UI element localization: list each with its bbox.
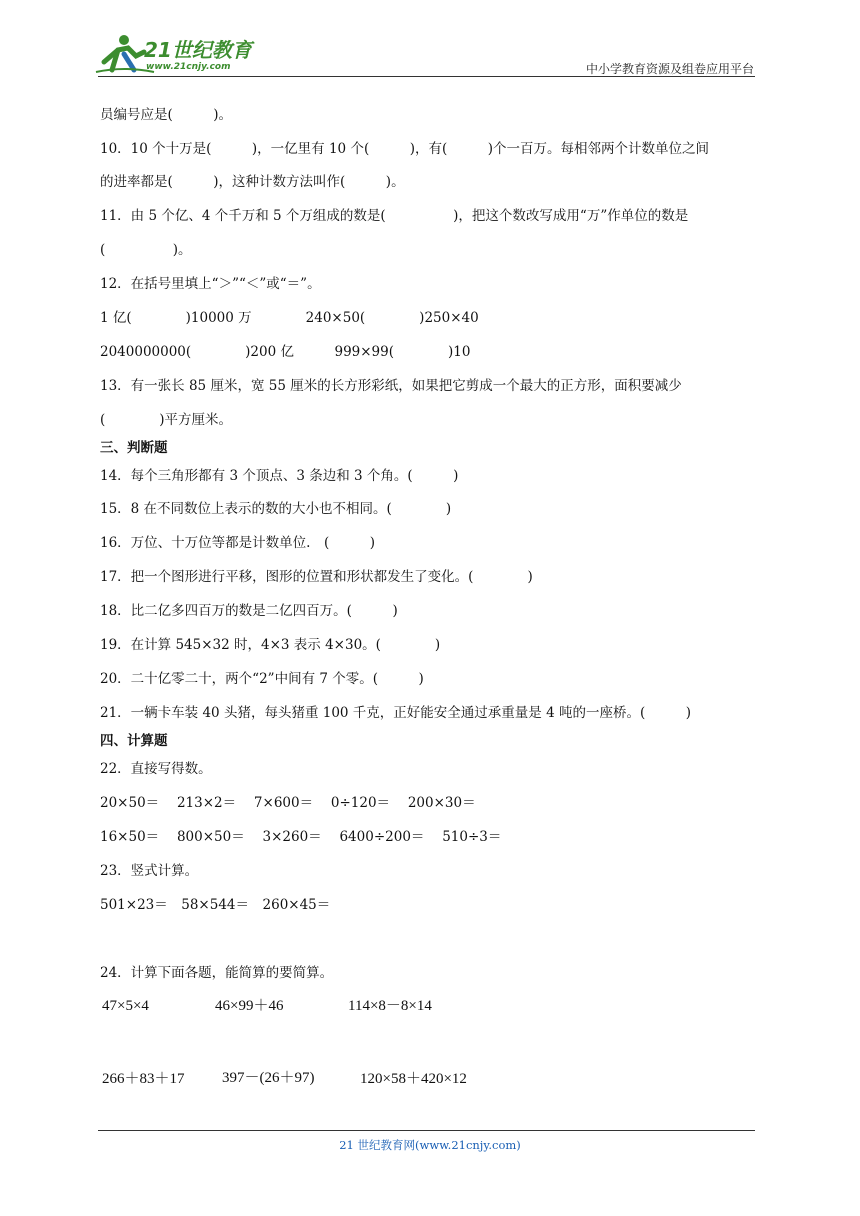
q10-line1: 10．10 个十万是( )，一亿里有 10 个( )，有( )个一百万。每相邻两个计数单位之间: [100, 141, 710, 157]
footer-divider: [98, 1130, 755, 1131]
q13-line1: 13．有一张长 85 厘米，宽 55 厘米的长方形彩纸，如果把它剪成一个最大的正方形，面积要减少: [100, 378, 682, 394]
section-judgement-title: 三、判断题: [100, 440, 168, 456]
q19: 19．在计算 545×32 时，4×3 表示 4×30。( ): [100, 637, 441, 653]
q23-row: 501×23＝ 58×544＝ 260×45＝: [100, 897, 331, 913]
footer-link[interactable]: 21 世纪教育网(www.21cnjy.com): [339, 1138, 521, 1152]
logo-text: 21世纪教育: [144, 38, 252, 62]
q21: 21．一辆卡车装 40 头猪，每头猪重 100 千克，正好能安全通过承重量是 4 吨的一座桥。( ): [100, 705, 691, 721]
q18: 18．比二亿多四百万的数是二亿四百万。( ): [100, 603, 398, 619]
q14: 14．每个三角形都有 3 个顶点、3 条边和 3 个角。( ): [100, 468, 459, 484]
q11-line1: 11．由 5 个亿、4 个千万和 5 个万组成的数是( )，把这个数改写成用“万”作单位的数是: [100, 208, 689, 224]
q12-title: 12．在括号里填上“＞”“＜”或“＝”。: [100, 276, 321, 292]
q24-expr-1: 47×5×4: [102, 998, 149, 1014]
q24-expr-3: 114×8－8×14: [348, 998, 432, 1014]
q24-expr-2: 46×99＋46: [215, 998, 284, 1014]
header-divider: [98, 76, 755, 77]
q13-line2: ( )平方厘米。: [100, 412, 233, 428]
q12-row1: 1 亿( )10000 万 240×50( )250×40: [100, 310, 479, 326]
q9-continuation: 员编号应是( )。: [100, 107, 233, 123]
q24-expr-6: 120×58＋420×12: [360, 1071, 467, 1087]
q22-row1: 20×50＝ 213×2＝ 7×600＝ 0÷120＝ 200×30＝: [100, 795, 476, 811]
q15: 15．8 在不同数位上表示的数的大小也不相同。( ): [100, 501, 452, 517]
q22-title: 22．直接写得数。: [100, 761, 212, 777]
section-calc-title: 四、计算题: [100, 733, 168, 749]
q22-row2: 16×50＝ 800×50＝ 3×260＝ 6400÷200＝ 510÷3＝: [100, 829, 502, 845]
q20: 20．二十亿零二十，两个“2”中间有 7 个零。( ): [100, 671, 424, 687]
logo-url: www.21cnjy.com: [146, 62, 231, 72]
q24-title: 24．计算下面各题，能简算的要简算。: [100, 965, 334, 981]
site-logo: [94, 32, 259, 76]
q12-row2: 2040000000( )200 亿 999×99( )10: [100, 344, 471, 360]
q10-line2: 的进率都是( )，这种计数方法叫作( )。: [100, 174, 405, 190]
platform-title: 中小学教育资源及组卷应用平台: [585, 62, 754, 76]
q24-expr-5: 397－(26＋97): [222, 1070, 315, 1086]
q24-expr-4: 266＋83＋17: [102, 1071, 185, 1087]
q11-line2: ( )。: [100, 242, 192, 258]
q17: 17．把一个图形进行平移，图形的位置和形状都发生了变化。( ): [100, 569, 533, 585]
q16: 16．万位、十万位等都是计数单位. ( ): [100, 535, 376, 551]
q23-title: 23．竖式计算。: [100, 863, 199, 879]
